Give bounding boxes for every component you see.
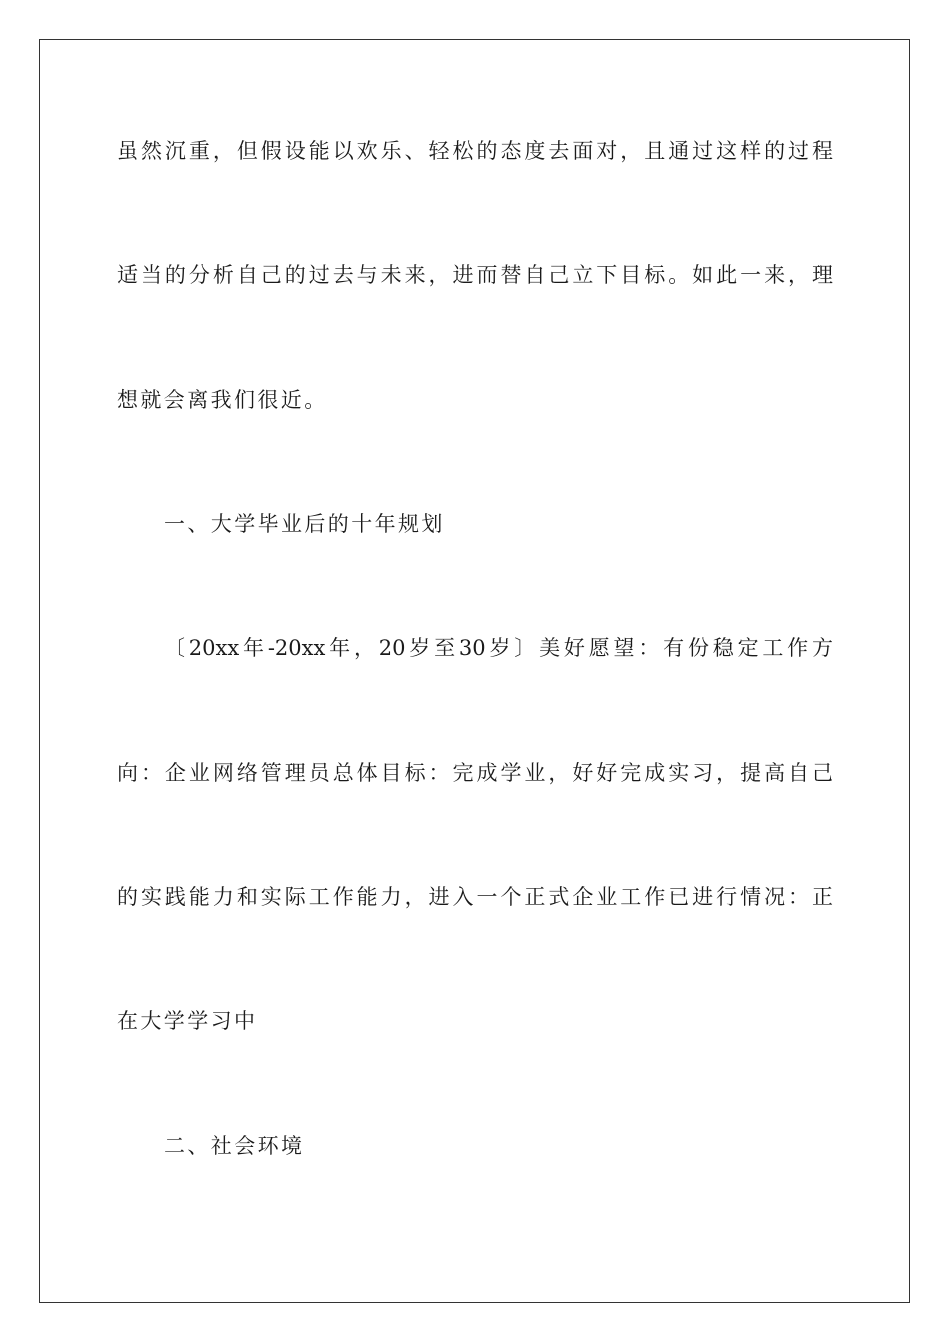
body-text-line-3: 想就会离我们很近。 [117,388,328,412]
body-text-line-5: 向：企业网络管理员总体目标：完成学业，好好完成实习，提高自己 [117,761,833,785]
body-text-line-7: 在大学学习中 [117,1009,258,1033]
body-text-line-2: 适当的分析自己的过去与未来，进而替自己立下目标。如此一来，理 [117,263,833,287]
body-text-line-1: 虽然沉重，但假设能以欢乐、轻松的态度去面对，且通过这样的过程 [117,139,833,163]
section-heading-2: 二、社会环境 [164,1134,305,1158]
section-heading-1: 一、大学毕业后的十年规划 [164,512,445,536]
body-text-line-6: 的实践能力和实际工作能力，进入一个正式企业工作已进行情况：正 [117,885,833,909]
page-border [39,39,910,1303]
body-text-line-4: 〔20xx年-20xx年，20岁至30岁〕美好愿望：有份稳定工作方 [164,636,833,660]
